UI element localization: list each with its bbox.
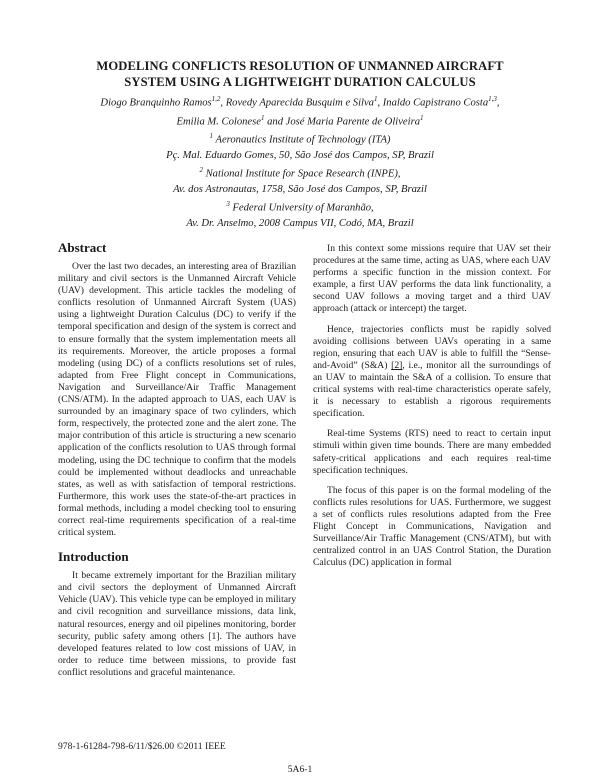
- affil-name: Aeronautics Institute of Technology (ITA): [213, 135, 391, 146]
- title-line-1: MODELING CONFLICTS RESOLUTION OF UNMANNED AIRCRAFT: [96, 59, 504, 73]
- introduction-heading: Introduction: [58, 549, 129, 565]
- intro-paragraph-3: [313, 324, 551, 421]
- author-sup: 1,2: [211, 95, 221, 103]
- author-sup: 1: [420, 113, 424, 122]
- paper-title: [40, 58, 560, 90]
- author-name: and José Maria Parente de Oliveira: [264, 116, 420, 128]
- p3-text-b: , i.e., monitor all the surroundings of an UAV to maintain the S&A of a collision. To ensure that critical systems with real-time characteristics operate safely, it is necessary to establish a rigorous requirements specification.: [313, 359, 551, 420]
- abstract-text: Over the last two decades, an interesting area of Brazilian military and civil sectors is the Unmanned Aircraft Vehicle (UAV) development. This article tackles the modeling of conflicts resolution of Unmanned Aircraft System (UAS) using a lightweight Duration Calculus (DC) to verify if the temporal specification and design of the system is correct and to ensure formally that the system implementation meets all its requirements. Moreover, the article proposes a formal modeling (using DC) of a conflicts resolutions set of rules, adapted from Free Flight concept in Communications, Navigation and Surveillance/Air Traffic Management (CNS/ATM). In the adapted approach to UAS, each UAV is surrounded by an imaginary space of two cylinders, which form, respectively, the protected zone and the alert zone. The major contribution of this article is structuring a new scenario application of the conflicts resolution to UAS through formal modeling, using the DC technique to confirm that the models could be implemented without deadlocks and unreachable states, as well as with satisfaction of temporal restrictions. Furthermore, this work uses the state-of-the-art practices in formal methods, including a model checking tool to ensuring correct real-time requirements specification of a real-time critical system.: [58, 261, 296, 539]
- intro-paragraph-2: In this context some missions require that UAV set their procedures at the same time, acting as UAS, where each UAV performs a specific function in the mission context. For example, a first UAV performs the data link functionality, a second UAV follows a moving target and a third UAV approach (attack or intercept) the target.: [313, 243, 551, 315]
- author-sup: 1,3: [488, 95, 497, 103]
- authors-affiliations: [40, 92, 560, 231]
- citation-link[interactable]: [2]: [391, 359, 403, 371]
- author-name: Diogo Branquinho Ramos: [100, 97, 212, 109]
- affil-name: Federal University of Maranhão,: [229, 202, 374, 214]
- title-line-2: SYSTEM USING A LIGHTWEIGHT DURATION CALCULUS: [124, 75, 476, 89]
- author-name: , Rovedy Aparecida Busquim e Silva: [220, 97, 374, 109]
- authors-line-2: [40, 111, 560, 130]
- author-sep: ,: [496, 97, 500, 109]
- affiliation-1-address: Pç. Mal. Eduardo Gomes, 50, São José dos Campos, SP, Brazil: [166, 150, 434, 162]
- page-number: 5A6-1: [287, 764, 313, 775]
- p3-text-a: Hence, trajectories conflicts must be rapidly solved avoiding collisions between UAVs operating in a same region, ensuring that each UAV is able to fulfill the “Sense-and-Avoid” (S&A): [313, 323, 551, 371]
- affiliation-3: [40, 197, 560, 216]
- affil-name: National Institute for Space Research (INPE),: [202, 168, 401, 180]
- right-column: [313, 243, 551, 577]
- affiliation-1: [40, 129, 560, 148]
- intro-paragraph-5: The focus of this paper is on the formal modeling of the conflicts rules resolutions for UAS. Furthermore, we suggest a set of conflicts rules resolutions adapted from the Free Flight Concept in Communications, Navigation and Surveillance/Air Traffic Management (CNS/ATM), but with centralized control in an UAS Control Station, the Duration Calculus (DC) application in formal: [313, 484, 551, 569]
- left-column: [58, 240, 296, 687]
- author-sup: 1: [373, 95, 378, 103]
- copyright-notice: 978-1-61284-798-6/11/$26.00 ©2011 IEEE: [58, 741, 226, 752]
- abstract-heading: Abstract: [58, 240, 107, 255]
- authors-line-1: [40, 92, 560, 111]
- author-sup: 1: [260, 113, 265, 122]
- affil-sup: 1: [209, 132, 214, 141]
- affiliation-3-address: Av. Dr. Anselmo, 2008 Campus VII, Codó, MA, Brazil: [186, 218, 414, 230]
- affiliation-2: [40, 163, 560, 182]
- author-name: , Inaldo Capistrano Costa: [377, 97, 489, 109]
- affil-sup: 3: [226, 200, 230, 209]
- affil-sup: 2: [199, 166, 203, 175]
- intro-paragraph-4: Real-time Systems (RTS) need to react to certain input stimuli within given time bounds. There are many embedded safety-critical applications and each requires real-time specification techniques.: [313, 428, 551, 476]
- affiliation-2-address: Av. dos Astronautas, 1758, São José dos Campos, SP, Brazil: [173, 184, 427, 196]
- author-name: Emilia M. Colonese: [176, 116, 261, 128]
- intro-paragraph-1: It became extremely important for the Brazilian military and civil sectors the deployment of Unmanned Aircraft Vehicle (UAV). This vehicle type can be employed in military and civil recognition and surveillance missions, data link, natural resources, energy and oil pipelines monitoring, border security, public safety among others [1]. The authors have developed features related to low cost missions of UAV, in order to reduce time between missions, to provide fast conflict resolutions and graceful maintenance.: [58, 570, 296, 678]
